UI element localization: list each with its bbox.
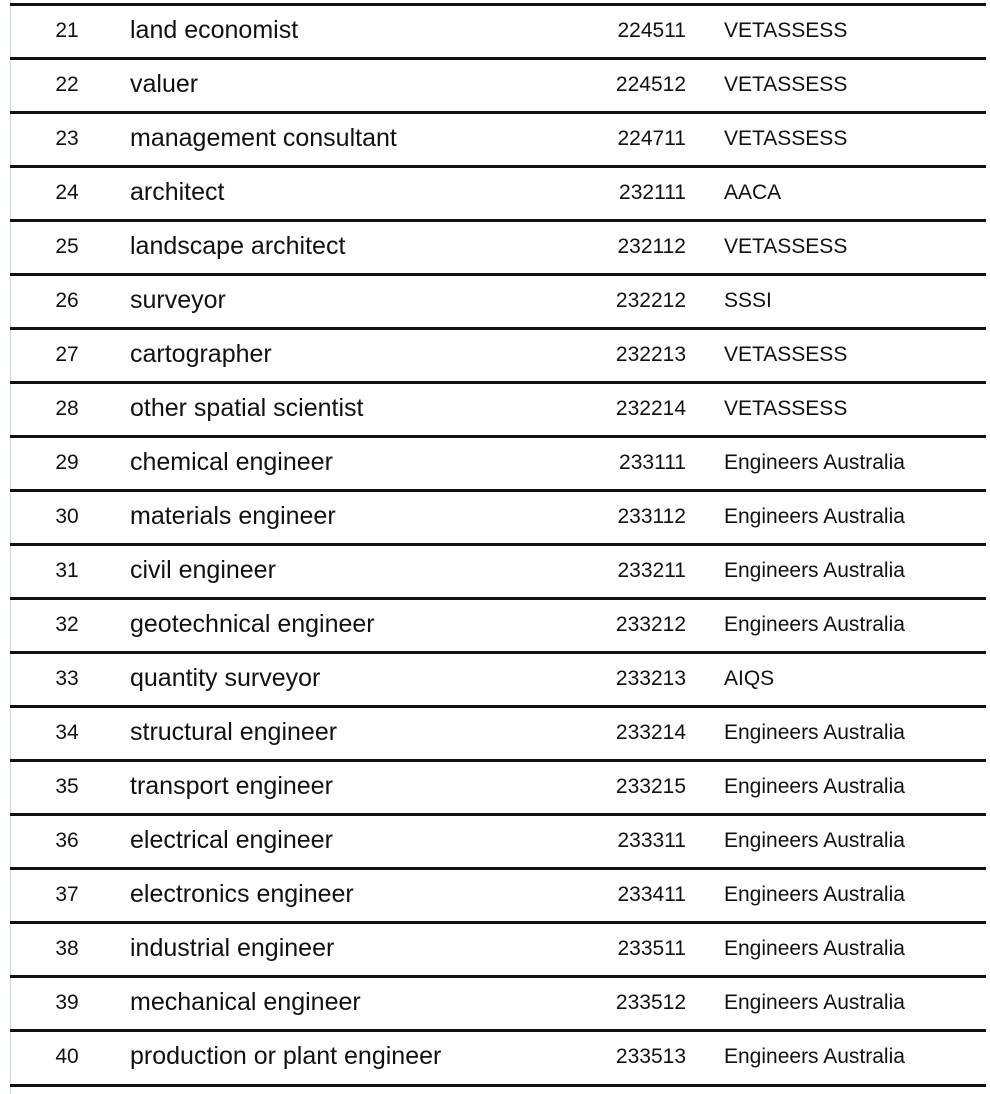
- assessing-authority-cell[interactable]: Engineers Australia: [724, 991, 905, 1014]
- sheet-right-edge: [986, 0, 990, 1094]
- assessing-authority-cell[interactable]: VETASSESS: [724, 127, 848, 150]
- table-row[interactable]: [10, 921, 986, 973]
- table-row[interactable]: [10, 219, 986, 271]
- occupation-table: [10, 0, 986, 1094]
- occupation-cell[interactable]: valuer: [130, 70, 199, 98]
- row-number: 36: [55, 829, 79, 852]
- assessing-authority-cell[interactable]: Engineers Australia: [724, 937, 905, 960]
- occupation-cell[interactable]: management consultant: [130, 124, 397, 152]
- table-row[interactable]: [10, 57, 986, 109]
- assessing-authority-cell[interactable]: Engineers Australia: [724, 613, 905, 636]
- row-number: 30: [55, 505, 79, 528]
- occupation-cell[interactable]: quantity surveyor: [130, 664, 321, 692]
- row-number: 25: [55, 235, 79, 258]
- occupation-cell[interactable]: electronics engineer: [130, 880, 354, 908]
- assessing-authority-cell[interactable]: SSSI: [724, 289, 772, 312]
- row-number: 31: [55, 559, 79, 582]
- code-cell[interactable]: 233215: [615, 775, 686, 798]
- occupation-cell[interactable]: chemical engineer: [130, 448, 333, 476]
- table-row[interactable]: [10, 813, 986, 865]
- occupation-cell[interactable]: structural engineer: [130, 718, 338, 746]
- code-cell[interactable]: 224711: [617, 127, 686, 150]
- table-bottom-border: [10, 1084, 986, 1087]
- table-row[interactable]: [10, 651, 986, 703]
- table-row[interactable]: [10, 111, 986, 163]
- assessing-authority-cell[interactable]: Engineers Australia: [724, 775, 905, 798]
- assessing-authority-cell[interactable]: VETASSESS: [724, 343, 848, 366]
- table-row[interactable]: [10, 705, 986, 757]
- occupation-cell[interactable]: mechanical engineer: [130, 988, 361, 1016]
- table-row[interactable]: [10, 489, 986, 541]
- table-row[interactable]: [10, 1029, 986, 1081]
- row-number: 33: [55, 667, 79, 690]
- row-number: 35: [55, 775, 79, 798]
- assessing-authority-cell[interactable]: Engineers Australia: [724, 1045, 905, 1068]
- occupation-cell[interactable]: industrial engineer: [130, 934, 335, 962]
- code-cell[interactable]: 232111: [619, 181, 686, 204]
- table-row[interactable]: [10, 435, 986, 487]
- occupation-cell[interactable]: civil engineer: [130, 556, 276, 584]
- row-number: 34: [55, 721, 79, 744]
- row-number: 29: [55, 451, 79, 474]
- assessing-authority-cell[interactable]: VETASSESS: [724, 19, 848, 42]
- occupation-cell[interactable]: electrical engineer: [130, 826, 333, 854]
- code-cell[interactable]: 233111: [619, 451, 686, 474]
- row-number: 28: [55, 397, 79, 420]
- table-row[interactable]: [10, 867, 986, 919]
- assessing-authority-cell[interactable]: VETASSESS: [724, 235, 848, 258]
- code-cell[interactable]: 224511: [617, 19, 686, 42]
- table-row[interactable]: [10, 759, 986, 811]
- assessing-authority-cell[interactable]: Engineers Australia: [724, 559, 905, 582]
- row-number: 39: [55, 991, 79, 1014]
- row-number: 37: [55, 883, 79, 906]
- occupation-cell[interactable]: geotechnical engineer: [130, 610, 375, 638]
- occupation-cell[interactable]: transport engineer: [130, 772, 333, 800]
- assessing-authority-cell[interactable]: Engineers Australia: [724, 721, 905, 744]
- code-cell[interactable]: 233311: [617, 829, 686, 852]
- row-number: 22: [55, 73, 79, 96]
- code-cell[interactable]: 232213: [615, 343, 686, 366]
- assessing-authority-cell[interactable]: Engineers Australia: [724, 451, 905, 474]
- occupation-cell[interactable]: materials engineer: [130, 502, 336, 530]
- table-row[interactable]: [10, 543, 986, 595]
- assessing-authority-cell[interactable]: AIQS: [724, 667, 775, 690]
- table-row[interactable]: [10, 273, 986, 325]
- code-cell[interactable]: 233212: [615, 613, 686, 636]
- row-number: 21: [55, 19, 79, 42]
- code-cell[interactable]: 233411: [617, 883, 686, 906]
- assessing-authority-cell[interactable]: VETASSESS: [724, 397, 848, 420]
- code-cell[interactable]: 232214: [615, 397, 686, 420]
- table-row[interactable]: [10, 597, 986, 649]
- occupation-cell[interactable]: other spatial scientist: [130, 394, 364, 422]
- table-row[interactable]: [10, 3, 986, 55]
- assessing-authority-cell[interactable]: AACA: [724, 181, 782, 204]
- code-cell[interactable]: 233511: [617, 937, 686, 960]
- code-cell[interactable]: 233512: [615, 991, 686, 1014]
- code-cell[interactable]: 224512: [615, 73, 686, 96]
- code-cell[interactable]: 232112: [617, 235, 686, 258]
- assessing-authority-cell[interactable]: Engineers Australia: [724, 505, 905, 528]
- occupation-cell[interactable]: cartographer: [130, 340, 272, 368]
- occupation-cell[interactable]: production or plant engineer: [130, 1042, 442, 1070]
- row-number: 38: [55, 937, 79, 960]
- occupation-cell[interactable]: surveyor: [130, 286, 226, 314]
- row-number: 26: [55, 289, 79, 312]
- code-cell[interactable]: 233112: [617, 505, 686, 528]
- occupation-cell[interactable]: land economist: [130, 16, 299, 44]
- row-number: 32: [55, 613, 79, 636]
- code-cell[interactable]: 233513: [615, 1045, 686, 1068]
- table-row[interactable]: [10, 165, 986, 217]
- row-number: 40: [55, 1045, 79, 1068]
- row-number: 27: [55, 343, 79, 366]
- row-number: 23: [55, 127, 79, 150]
- table-row[interactable]: [10, 975, 986, 1027]
- code-cell[interactable]: 233213: [615, 667, 686, 690]
- row-number: 24: [55, 181, 79, 204]
- table-row[interactable]: [10, 381, 986, 433]
- occupation-cell[interactable]: landscape architect: [130, 232, 346, 260]
- code-cell[interactable]: 232212: [615, 289, 686, 312]
- code-cell[interactable]: 233214: [615, 721, 686, 744]
- occupation-cell[interactable]: architect: [130, 178, 225, 206]
- code-cell[interactable]: 233211: [617, 559, 686, 582]
- table-row[interactable]: [10, 327, 986, 379]
- assessing-authority-cell[interactable]: Engineers Australia: [724, 829, 905, 852]
- assessing-authority-cell[interactable]: Engineers Australia: [724, 883, 905, 906]
- assessing-authority-cell[interactable]: VETASSESS: [724, 73, 848, 96]
